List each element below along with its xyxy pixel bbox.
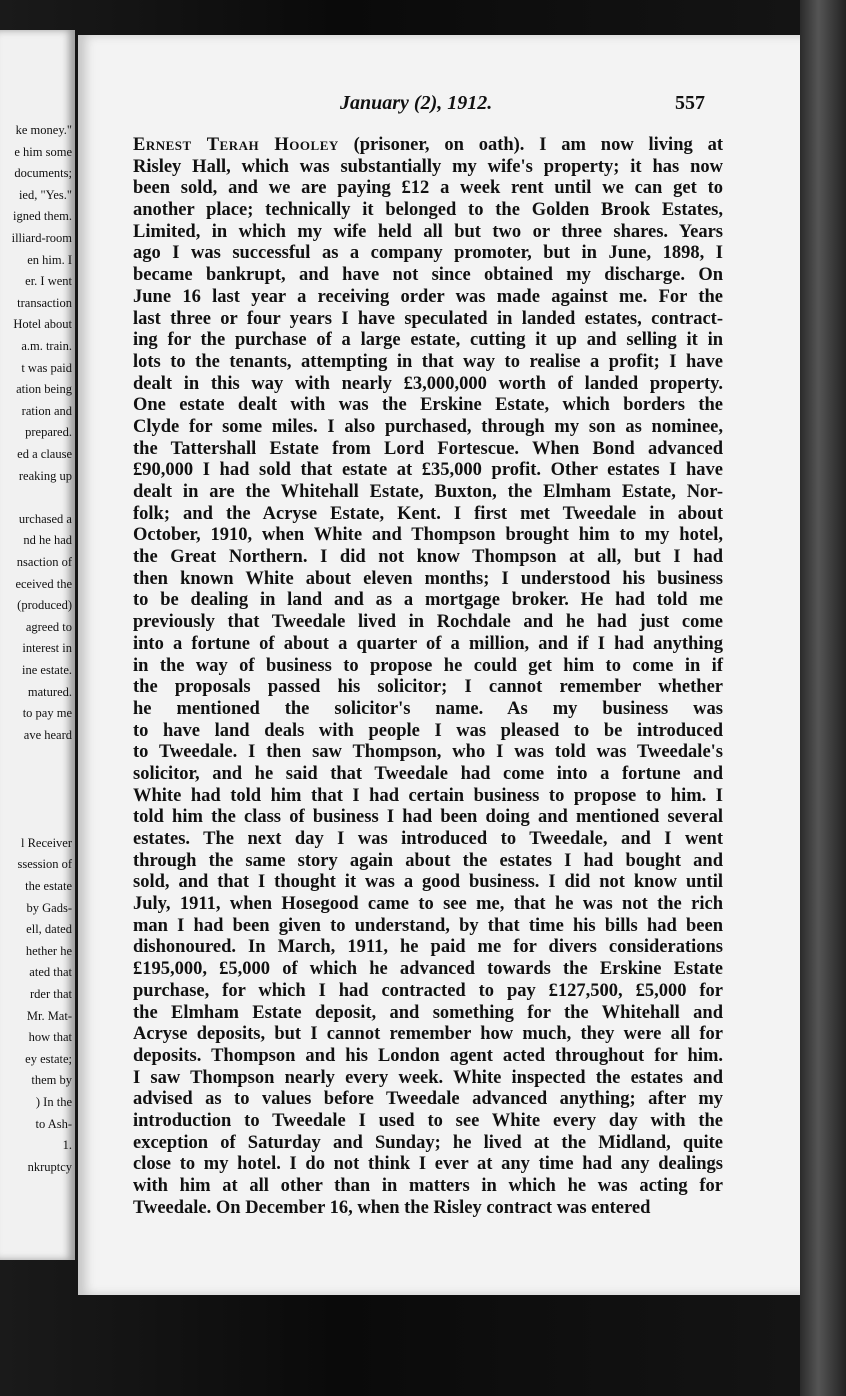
facing-page-line: a.m. train. [21,339,72,353]
facing-page-line: t was paid [21,360,72,375]
facing-page-line: ssession of [17,857,72,872]
facing-page-line: nkruptcy [27,1159,72,1174]
text-line: another place; technically it belonged to the Golden Brook Estates, [133,200,723,221]
text-line: sold, and that I thought it was a good business. I did not know until [133,872,723,893]
facing-page-line: ied, "Yes." [18,187,72,202]
text-line: became bankrupt, and have not since obtained my discharge. On [133,265,723,286]
facing-page-line: reaking up [18,468,72,483]
text-line: Limited, in which my wife held all but two or three shares. Years [133,221,723,242]
facing-page-line: interest in [22,641,72,656]
facing-page-line: Hotel about [13,317,72,332]
text-line: previously that Tweedale lived in Rochdale and he had just come [133,612,723,633]
text-line: into a fortune of about a quarter of a million, and if I had anything [133,633,723,654]
facing-page-line: nsaction of [16,555,72,569]
text-line: the Tattershall Estate from Lord Fortescue. When Bond advanced [133,438,723,459]
text-line: £90,000 I had sold that estate at £35,000 profit. Other estates I have [133,460,723,481]
text-line: I saw Thompson nearly every week. White inspected the estates and [133,1067,723,1088]
speaker-name: Ernest Terah Hooley [133,135,339,155]
text-line: June 16 last year a receiving order was made against me. For the [133,286,723,307]
facing-page-line: how that [28,1030,72,1045]
text-line: in the way of business to propose he could get him to come in if [133,655,723,676]
text-line: ing for the purchase of a large estate, cutting it up and selling it in [133,330,723,351]
text-line: Acryse deposits, but I cannot remember how much, they were all for [133,1024,723,1045]
text-line: ago I was successful as a company promoter, but in June, 1898, I [133,243,723,264]
facing-page-line: hether he [25,943,72,958]
text-line: the proposals passed his solicitor; I cannot remember whether [133,677,723,698]
facing-page-fragment [0,30,75,1260]
text-line: dealt in this way with nearly £3,000,000 worth of landed property. [133,373,723,394]
facing-page-line: l Receiver [20,835,72,850]
facing-page-line: er. I went [25,274,72,289]
text-line: White had told him that I had certain business to propose to him. I [133,785,723,806]
facing-page-line: ated that [29,965,72,980]
facing-page-line: 1. [62,1138,72,1153]
facing-page-line: transaction [17,295,72,310]
text-line: to have land deals with people I was pleased to be introduced [133,720,723,741]
text-line: last three or four years I have speculated in landed estates, contract- [133,308,723,329]
text-line: dealt in are the Whitehall Estate, Buxton, the Elmham Estate, Nor- [133,482,723,502]
text-line: deposits. Thompson and his London agent acted throughout for him. [133,1045,723,1066]
text-line: One estate dealt with was the Erskine Estate, which borders the [133,395,723,416]
text-line: folk; and the Acryse Estate, Kent. I first met Tweedale in about [133,503,723,524]
facing-page-line: matured. [27,684,72,699]
facing-page-line: eceived the [15,576,72,591]
facing-page-line: en him. I [27,252,72,267]
page-edge-shadow [800,0,846,1396]
text-line: dishonoured. In March, 1911, he paid me for divers considerations [133,937,723,958]
facing-page-line: urchased a [18,511,72,526]
facing-page-line: the estate [25,879,72,893]
facing-page-line: them by [31,1073,72,1088]
text-line: lots to the tenants, attempting in that way to realise a profit; I have [133,351,723,372]
running-header [78,92,808,122]
facing-page-line: ey estate; [25,1051,72,1066]
text-line: purchase, for which I had contracted to pay £127,500, £5,000 for [133,980,723,1001]
facing-page-line: to Ash- [35,1116,72,1131]
text-line: then known White about eleven months; I understood his business [133,568,723,589]
text-line: July, 1911, when Hosegood came to see me, that he was not the rich [133,894,723,915]
facing-page-line: e him some [14,144,72,159]
text-line: he mentioned the solicitor's name. As my business was [133,698,723,719]
facing-page-line: documents; [14,166,72,181]
facing-page-line: prepared. [25,425,72,440]
facing-page-line: illiard-room [11,231,72,245]
text-line: estates. The next day I was introduced to Tweedale, and I went [133,829,723,849]
text-line: been sold, and we are paying £12 a week rent until we can get to [133,178,723,199]
running-head-date: January (2), 1912. [340,92,493,114]
text-line: with him at all other than in matters in which he was acting for [133,1176,723,1196]
text-line: the Elmham Estate deposit, and something for the Whitehall and [133,1002,723,1023]
text-line: Risley Hall, which was substantially my wife's property; it has now [133,156,723,177]
facing-page-line: ed a clause [17,447,72,461]
facing-page-line: ine estate. [22,663,72,677]
text-line: to Tweedale. I then saw Thompson, who I was told was Tweedale's [133,742,723,763]
text-line: to be dealing in land and as a mortgage broker. He had told me [133,590,723,611]
facing-page-line: (produced) [17,598,72,613]
facing-page-line: ) In the [35,1095,72,1109]
text-line: solicitor, and he said that Tweedale had come into a fortune and [133,763,723,784]
text-line: close to my hotel. I do not think I ever at any time had any dealings [133,1154,723,1175]
facing-page-line: to pay me [22,706,72,721]
facing-page-line: by Gads- [26,900,72,915]
facing-page-line: ave heard [23,727,72,742]
text-line: October, 1910, when White and Thompson brought him to my hotel, [133,525,723,546]
text-line: Ernest Terah Hooley (prisoner, on oath). I am now living at [133,135,723,155]
facing-page-line: nd he had [23,533,72,548]
document-page [78,35,808,1295]
facing-page-line: igned them. [12,209,72,224]
text-line: Clyde for some miles. I also purchased, through my son as nominee, [133,416,723,437]
facing-page-line: ation being [16,382,72,397]
facing-page-line: ke money." [15,123,72,137]
text-line: man I had been given to understand, by that time his bills had been [133,915,723,936]
facing-page-line: rder that [30,987,72,1001]
facing-page-line: ration and [21,403,72,418]
text-line: £195,000, £5,000 of which he advanced towards the Erskine Estate [133,959,723,980]
text-line: told him the class of business I had been doing and mentioned several [133,807,723,828]
text-line: introduction to Tweedale I used to see White every day with the [133,1110,723,1131]
page-number: 557 [675,92,705,114]
text-line: through the same story again about the estates I had bought and [133,850,723,871]
text-line: Tweedale. On December 16, when the Risley contract was entered [133,1197,651,1218]
text-line: exception of Saturday and Sunday; he lived at the Midland, quite [133,1132,723,1153]
text-line: advised as to values before Tweedale advanced anything; after my [133,1089,723,1110]
text-line: the Great Northern. I did not know Thompson at all, but I had [133,547,723,568]
facing-page-line: Mr. Mat- [26,1008,72,1023]
facing-page-line: ell, dated [26,922,72,937]
body-text [133,135,723,1219]
facing-page-line: agreed to [25,619,72,634]
